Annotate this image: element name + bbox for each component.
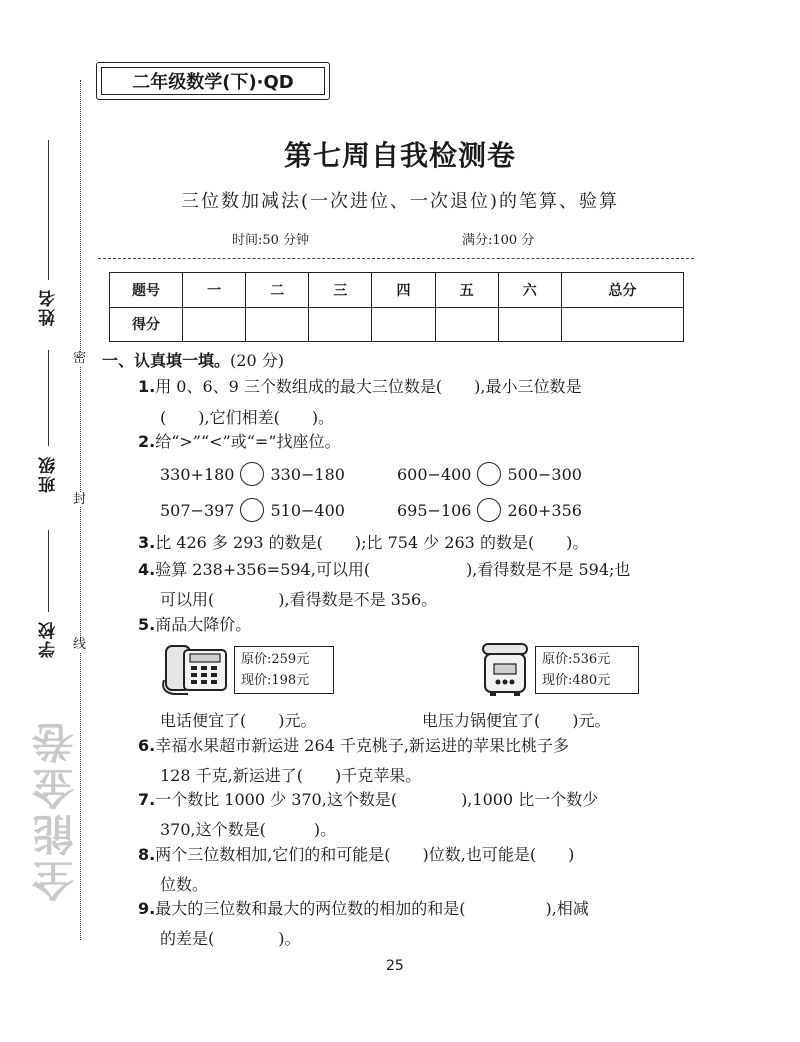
header-cell: 三 [309, 273, 372, 308]
question-number: 3. [138, 533, 156, 552]
question-number: 5. [138, 615, 156, 634]
phone-question: 电话便宜了( )元。 [160, 711, 317, 730]
question-number: 6. [138, 736, 156, 755]
answer-circle[interactable] [477, 462, 501, 486]
question-1 [138, 377, 582, 397]
answer-circle[interactable] [240, 462, 264, 486]
header-cell: 四 [372, 273, 435, 308]
compare-left: 507−397 [160, 500, 235, 520]
full-score: 满分:100 分 [462, 233, 535, 248]
score-cell[interactable] [561, 307, 683, 342]
question-text: 两个三位数相加,它们的和可能是( )位数,也可能是( ) [155, 845, 575, 864]
header-cell: 二 [246, 273, 309, 308]
compare-right: 330−180 [270, 464, 345, 484]
cooker-current-price: 现价:480元 [542, 673, 611, 688]
telephone-icon [158, 640, 230, 696]
question-4 [138, 560, 630, 580]
phone-current-price: 现价:198元 [241, 673, 310, 688]
question-text: 最大的三位数和最大的两位数的相加的和是( ),相减 [155, 899, 589, 918]
page-title: 第七周自我检测卷 [283, 139, 516, 172]
section-1-title: 一、认真填一填。 [102, 351, 231, 370]
question-number: 8. [138, 845, 156, 864]
grade-badge-text: 二年级数学(下)·QD [101, 67, 325, 95]
header-cell: 六 [498, 273, 561, 308]
question-text: 用 0、6、9 三个数组成的最大三位数是( ),最小三位数是 [155, 377, 582, 396]
question-7 [138, 790, 598, 810]
question-3 [138, 533, 588, 553]
header-divider [98, 258, 694, 259]
question-8-cont: 位数。 [160, 875, 209, 894]
question-text: 比 426 多 293 的数是( );比 754 少 263 的数是( )。 [155, 533, 589, 552]
question-6-cont: 128 千克,新运进了( )千克苹果。 [160, 766, 422, 785]
question-number: 2. [138, 432, 156, 451]
question-text: 商品大降价。 [155, 615, 252, 634]
seal-mark-feng: 封 [73, 492, 87, 507]
page-subtitle: 三位数加减法(一次进位、一次退位)的笔算、验算 [180, 191, 620, 212]
compare-right: 260+356 [507, 500, 582, 520]
page-number: 25 [386, 958, 404, 974]
grade-badge [96, 62, 330, 100]
question-number: 9. [138, 899, 156, 918]
question-text: 验算 238+356=594,可以用( ),看得数是不是 594;也 [155, 560, 631, 579]
cooker-question: 电压力锅便宜了( )元。 [422, 711, 611, 730]
score-table [109, 272, 684, 342]
compare-right: 510−400 [270, 500, 345, 520]
question-8 [138, 845, 574, 865]
question-number: 4. [138, 560, 156, 579]
score-cell[interactable] [246, 307, 309, 342]
question-2 [138, 432, 341, 452]
score-cell[interactable] [372, 307, 435, 342]
rice-cooker-icon [480, 640, 530, 698]
phone-original-price: 原价:259元 [241, 652, 310, 667]
question-9-cont: 的差是( )。 [160, 929, 301, 948]
question-number: 7. [138, 790, 156, 809]
compare-left: 600−400 [397, 464, 472, 484]
compare-item [397, 462, 582, 486]
answer-circle[interactable] [240, 498, 264, 522]
header-cell: 总分 [561, 273, 683, 308]
compare-left: 330+180 [160, 464, 235, 484]
question-1-cont: ( ),它们相差( )。 [160, 408, 335, 427]
name-label: 姓名 [39, 288, 59, 326]
compare-item [397, 498, 582, 522]
time-limit: 时间:50 分钟 [232, 233, 310, 248]
score-table-score-row [110, 307, 684, 342]
answer-circle[interactable] [477, 498, 501, 522]
score-table-header-row [110, 273, 684, 308]
score-cell[interactable] [183, 307, 246, 342]
question-7-cont: 370,这个数是( )。 [160, 820, 337, 839]
score-cell[interactable] [435, 307, 498, 342]
cooker-original-price: 原价:536元 [542, 652, 611, 667]
seal-mark-xian: 线 [73, 637, 87, 652]
brand-watermark: 全能金卷 [31, 718, 80, 902]
phone-price-box [234, 646, 334, 694]
score-cell[interactable] [309, 307, 372, 342]
seal-mark-mi: 密 [73, 351, 87, 366]
question-5 [138, 615, 251, 635]
question-9 [138, 899, 589, 919]
question-text: 一个数比 1000 少 370,这个数是( ),1000 比一个数少 [155, 790, 599, 809]
school-line [48, 530, 49, 612]
question-text: 幸福水果超市新运进 264 千克桃子,新运进的苹果比桃子多 [155, 736, 570, 755]
score-cell[interactable] [498, 307, 561, 342]
question-4-cont: 可以用( ),看得数是不是 356。 [160, 590, 438, 609]
class-label: 班级 [39, 455, 59, 493]
compare-item [160, 498, 345, 522]
section-1-heading [102, 348, 284, 371]
cooker-price-box [535, 646, 639, 694]
class-line [48, 350, 49, 446]
compare-item [160, 462, 345, 486]
question-text: 给“>”“<”或“=”找座位。 [155, 432, 341, 451]
header-cell: 题号 [110, 273, 183, 308]
score-row-label: 得分 [110, 307, 183, 342]
question-6 [138, 736, 569, 756]
header-cell: 一 [183, 273, 246, 308]
compare-left: 695−106 [397, 500, 472, 520]
compare-right: 500−300 [507, 464, 582, 484]
section-1-points: (20 分) [230, 351, 284, 370]
header-cell: 五 [435, 273, 498, 308]
question-number: 1. [138, 377, 156, 396]
name-line [48, 140, 49, 280]
school-label: 学校 [39, 620, 59, 658]
